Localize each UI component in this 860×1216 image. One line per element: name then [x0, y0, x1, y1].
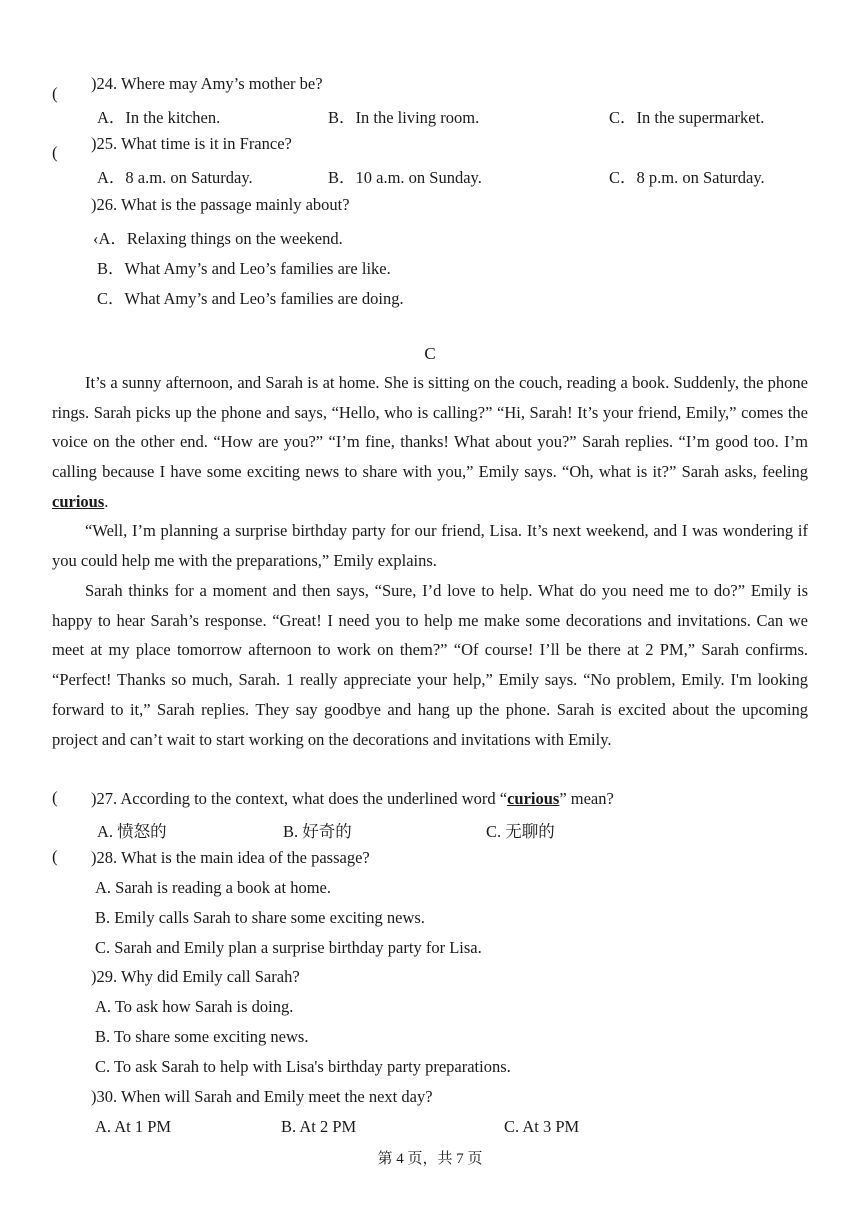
question-27-option-a: A. 愤怒的 — [97, 822, 167, 841]
question-27-stem: )27. According to the context, what does the underlined word “curious” mean? — [91, 789, 614, 808]
question-24-option-b: B．In the living room. — [328, 108, 480, 127]
answer-paren: ( — [52, 847, 58, 866]
question-25-stem: )25. What time is it in France? — [91, 134, 292, 153]
answer-paren: ( — [52, 788, 58, 807]
question-28-option-a: A. Sarah is reading a book at home. — [95, 878, 331, 897]
question-26-stem: )26. What is the passage mainly about? — [91, 195, 350, 214]
question-24-option-c: C．In the supermarket. — [609, 108, 765, 127]
question-28-stem: )28. What is the main idea of the passage? — [91, 848, 370, 867]
question-27-option-b: B. 好奇的 — [283, 822, 352, 841]
question-26-option-c: C．What Amy’s and Leo’s families are doing. — [97, 289, 404, 308]
question-25-option-a: A．8 a.m. on Saturday. — [97, 168, 253, 187]
question-25-option-c: C．8 p.m. on Saturday. — [609, 168, 765, 187]
passage-paragraph-2: “Well, I’m planning a surprise birthday party for our friend, Lisa. It’s next weekend, and I was wondering if you could help me with the preparations,” Emily explains. — [52, 521, 808, 570]
question-29-stem: )29. Why did Emily call Sarah? — [91, 967, 300, 986]
answer-paren: ( — [52, 84, 58, 103]
question-29-option-b: B. To share some exciting news. — [95, 1027, 309, 1046]
question-25-option-b: B．10 a.m. on Sunday. — [328, 168, 482, 187]
answer-paren: ( — [52, 143, 58, 162]
question-24-stem: )24. Where may Amy’s mother be? — [91, 74, 323, 93]
section-heading: C — [424, 344, 436, 363]
passage-paragraph-1: It’s a sunny afternoon, and Sarah is at home. She is sitting on the couch, reading a book. Suddenly, the phone rings. Sarah picks up the phone and says, “Hello, who is calling?” “Hi, Sarah! It’s your friend, Emily,” comes the voice on the other end. “How are you?” “I’m fine, thanks! What about you?” Sarah replies. “I’m good too. I’m calling because I have some exciting news to share with you,” Emily says. “Oh, what is it?” Sarah asks, feeling curious. — [52, 373, 808, 511]
question-27-option-c: C. 无聊的 — [486, 822, 555, 841]
question-30-option-c: C. At 3 PM — [504, 1117, 580, 1136]
question-28-option-b: B. Emily calls Sarah to share some exciting news. — [95, 908, 425, 927]
underlined-word: curious — [52, 491, 105, 511]
question-26-option-a: ‹A．Relaxing things on the weekend. — [93, 229, 343, 248]
question-29-option-c: C. To ask Sarah to help with Lisa's birthday party preparations. — [95, 1057, 511, 1076]
question-24-option-a: A．In the kitchen. — [97, 108, 221, 127]
question-28-option-c: C. Sarah and Emily plan a surprise birthday party for Lisa. — [95, 938, 482, 957]
question-29-option-a: A. To ask how Sarah is doing. — [95, 997, 294, 1016]
passage-paragraph-3: Sarah thinks for a moment and then says, “Sure, I’d love to help. What do you need me to do?” Emily is happy to hear Sarah’s response. “Great! I need you to help me make some decorations and invitations. Can we meet at my place tomorrow afternoon to work on them?” “Of course! I’ll be there at 2 PM,” Sarah confirms. “Perfect! Thanks so much, Sarah. 1 really appreciate your help,” Emily says. “No problem, Emily. I'm looking forward to it,” Sarah replies. They say goodbye and hang up the phone. Sarah is excited about the upcoming project and can’t wait to start working on the decorations and invitations with Emily. — [52, 581, 808, 749]
question-30-stem: )30. When will Sarah and Emily meet the next day? — [91, 1087, 433, 1106]
question-26-option-b: B．What Amy’s and Leo’s families are like. — [97, 259, 391, 278]
question-30-option-b: B. At 2 PM — [281, 1117, 357, 1136]
page-footer: 第 4 页，共 7 页 — [377, 1151, 483, 1167]
question-30-option-a: A. At 1 PM — [95, 1117, 172, 1136]
